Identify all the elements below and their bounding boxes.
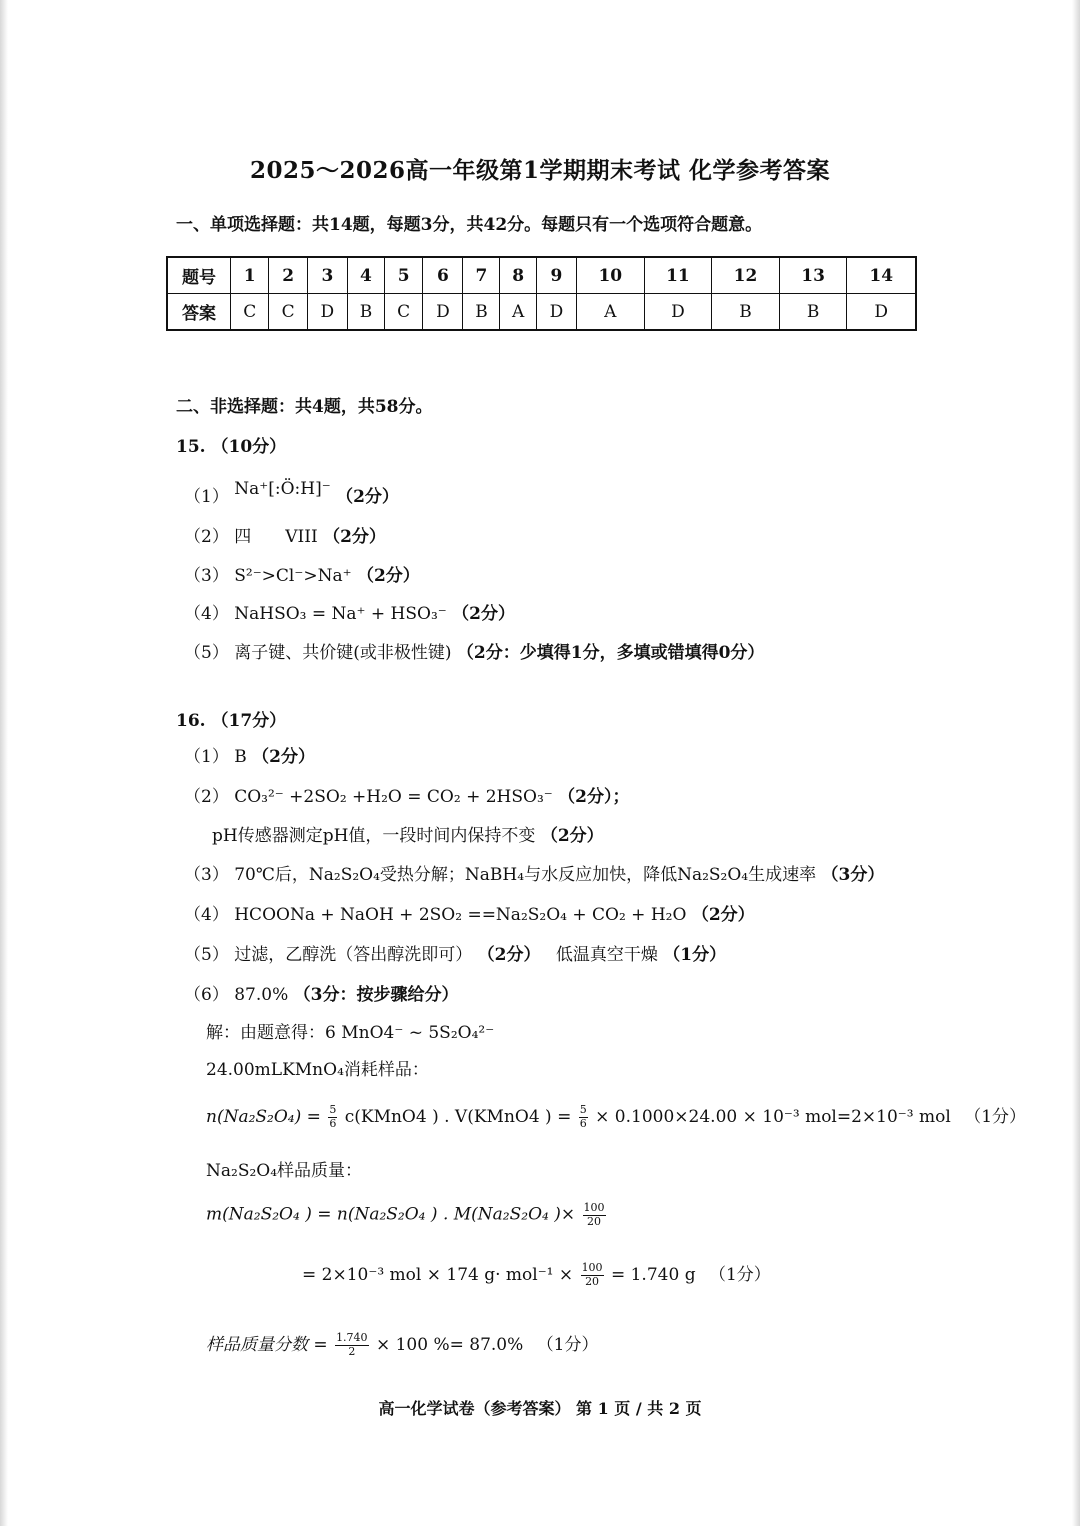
part-answer: 过滤，乙醇洗（答出醇洗即可） [234,945,473,965]
part-label: （5） [184,945,229,965]
fraction-100-20 [581,1262,604,1288]
answer-cell: D [536,294,576,331]
row-label-number: 题号 [167,257,231,294]
part-score: （2分） [252,747,315,767]
eq1-mid: c(KMnO4 ) . V(KMnO4 ) = [344,1107,572,1127]
answer-cell: B [712,294,780,331]
q15-part2 [184,522,386,547]
part-label: （3） [184,865,229,885]
answer-cell: A [576,294,644,331]
answer-table [166,256,917,331]
eq2-left: m(Na₂S₂O₄ ) = n(Na₂S₂O₄ ) . M(Na₂S₂O₄ )× [206,1204,576,1225]
part-label: （3） [184,566,229,586]
number-cell: 10 [576,257,644,294]
eq1-left: n(Na₂S₂O₄) = [206,1107,321,1127]
part-score: （2分） [691,905,755,925]
equation-1 [206,1102,1026,1131]
frac-num: 100 [581,1261,603,1275]
scan-edge-right [1072,0,1080,1526]
q15-part3 [184,561,420,586]
scan-edge-left [0,0,8,1526]
answer-cell: A [500,294,536,331]
frac-num: 1.740 [336,1331,368,1345]
number-cell: 13 [779,257,847,294]
equation-4 [206,1330,599,1359]
part-answer: HCOONa + NaOH + 2SO₂ ==Na₂S₂O₄ + CO₂ + H₂O [234,905,687,925]
q16-part5 [184,940,726,965]
eq4-right: × 100 %= 87.0% [375,1335,524,1355]
frac-num: 100 [583,1201,605,1214]
q15-part5 [184,638,764,663]
answer-cell: D [423,294,463,331]
electron-formula: Na⁺[:Ö:H]⁻ [234,479,331,499]
part-answer: CO₃²⁻ +2SO₂ +H₂O = CO₂ + 2HSO₃⁻ [234,787,553,807]
part-answer: 四 VIII [234,527,318,547]
q16-part2 [184,782,630,807]
number-cell: 2 [269,257,307,294]
q16-part4 [184,900,755,925]
q15-part1 [184,479,399,507]
q15-part4 [184,599,515,624]
q16-heading: 16. （17分） [176,711,287,731]
fraction-5-6 [328,1104,337,1130]
part-label: （1） [184,747,229,767]
row-label-answer: 答案 [167,294,231,331]
part-answer: B [234,747,247,767]
part-label: （4） [184,604,229,624]
answer-cell: C [231,294,269,331]
page-footer: 高一化学试卷（参考答案） 第 1 页 / 共 2 页 [378,1399,702,1418]
eq1-score: （1分） [964,1107,1027,1127]
q16-part2b [212,821,604,846]
section2-heading: 二、非选择题：共4题，共58分。 [176,397,433,417]
answer-cell: B [463,294,500,331]
answer-cell: D [644,294,712,331]
number-cell: 3 [307,257,347,294]
part-label: （5） [184,643,229,663]
part-score: （1分） [663,945,727,965]
number-cell: 9 [536,257,576,294]
frac-num: 5 [329,1103,337,1117]
eq1-right: × 0.1000×24.00 × 10⁻³ mol=2×10⁻³ mol [595,1107,951,1127]
solution-line-2: 24.00mLKMnO₄消耗样品： [206,1060,429,1080]
number-cell: 14 [847,257,916,294]
part-score: （2分：少填得1分，多填或错填得0分） [456,643,765,663]
part-answer: 87.0% [234,985,289,1005]
answer-cell: D [307,294,347,331]
number-cell: 12 [712,257,780,294]
equation-3 [302,1260,771,1289]
fraction-1740-2 [335,1332,369,1358]
answer-cell: C [269,294,307,331]
frac-den: 6 [329,1117,337,1130]
part-score: （2分） [477,945,541,965]
number-cell: 1 [231,257,269,294]
part-score: （3分：按步骤给分） [293,985,459,1005]
eq3-right: = 1.740 g [610,1265,696,1285]
table-row-numbers [167,257,916,294]
eq3-left: = 2×10⁻³ mol × 174 g· mol⁻¹ × [302,1265,574,1285]
number-cell: 8 [500,257,536,294]
part-answer: 70℃后，Na₂S₂O₄受热分解；NaBH₄与水反应加快，降低Na₂S₂O₄生成速率 [234,865,817,885]
part-answer: NaHSO₃ = Na⁺ + HSO₃⁻ [234,604,447,624]
part-score: （3分） [821,865,885,885]
part-score: （2分） [336,487,399,507]
section1-heading: 一、单项选择题：共14题，每题3分，共42分。每题只有一个选项符合题意。 [176,215,763,235]
part-label: （4） [184,905,229,925]
table-row-answers [167,294,916,331]
q16-part1 [184,742,315,767]
solution-line-3: Na₂S₂O₄样品质量： [206,1161,363,1181]
frac-den: 2 [348,1345,356,1358]
number-cell: 5 [384,257,422,294]
part-answer: 低温真空干燥 [555,945,658,965]
part-answer: S²⁻>Cl⁻>Na⁺ [234,566,352,586]
fraction-5-6 [579,1104,588,1130]
answer-cell: B [347,294,384,331]
part-answer: 离子键、共价键(或非极性键) [234,643,452,663]
part-label: （2） [184,787,229,807]
answer-cell: B [779,294,847,331]
answer-cell: C [384,294,422,331]
q16-part3 [184,860,884,885]
part-label: （6） [184,985,229,1005]
eq4-score: （1分） [536,1335,599,1355]
frac-num: 5 [579,1103,587,1117]
part-score: （2分） [540,826,604,846]
part-score: （2分） [452,604,516,624]
part-score: （2分） [323,527,386,547]
solution-line-1: 解：由题意得：6 MnO4⁻ ~ 5S₂O₄²⁻ [206,1023,495,1043]
number-cell: 4 [347,257,384,294]
number-cell: 11 [644,257,712,294]
equation-2 [206,1202,608,1228]
part-score: （2分） [356,566,420,586]
part-label: （2） [184,527,229,547]
part-answer: pH传感器测定pH值，一段时间内保持不变 [212,826,536,846]
eq4-left: 样品质量分数 = [206,1335,328,1355]
answer-cell: D [847,294,916,331]
eq3-score: （1分） [708,1265,771,1285]
fraction-100-20 [583,1202,606,1228]
part-score: （2分）； [558,787,630,807]
q15-heading: 15. （10分） [176,437,287,457]
part-label: （1） [184,487,229,507]
frac-den: 20 [585,1275,600,1288]
frac-den: 6 [579,1117,587,1130]
frac-den: 20 [587,1214,602,1228]
q16-part6 [184,980,459,1005]
number-cell: 6 [423,257,463,294]
page-title: 2025～2026高一年级第1学期期末考试 化学参考答案 [249,157,831,184]
number-cell: 7 [463,257,500,294]
